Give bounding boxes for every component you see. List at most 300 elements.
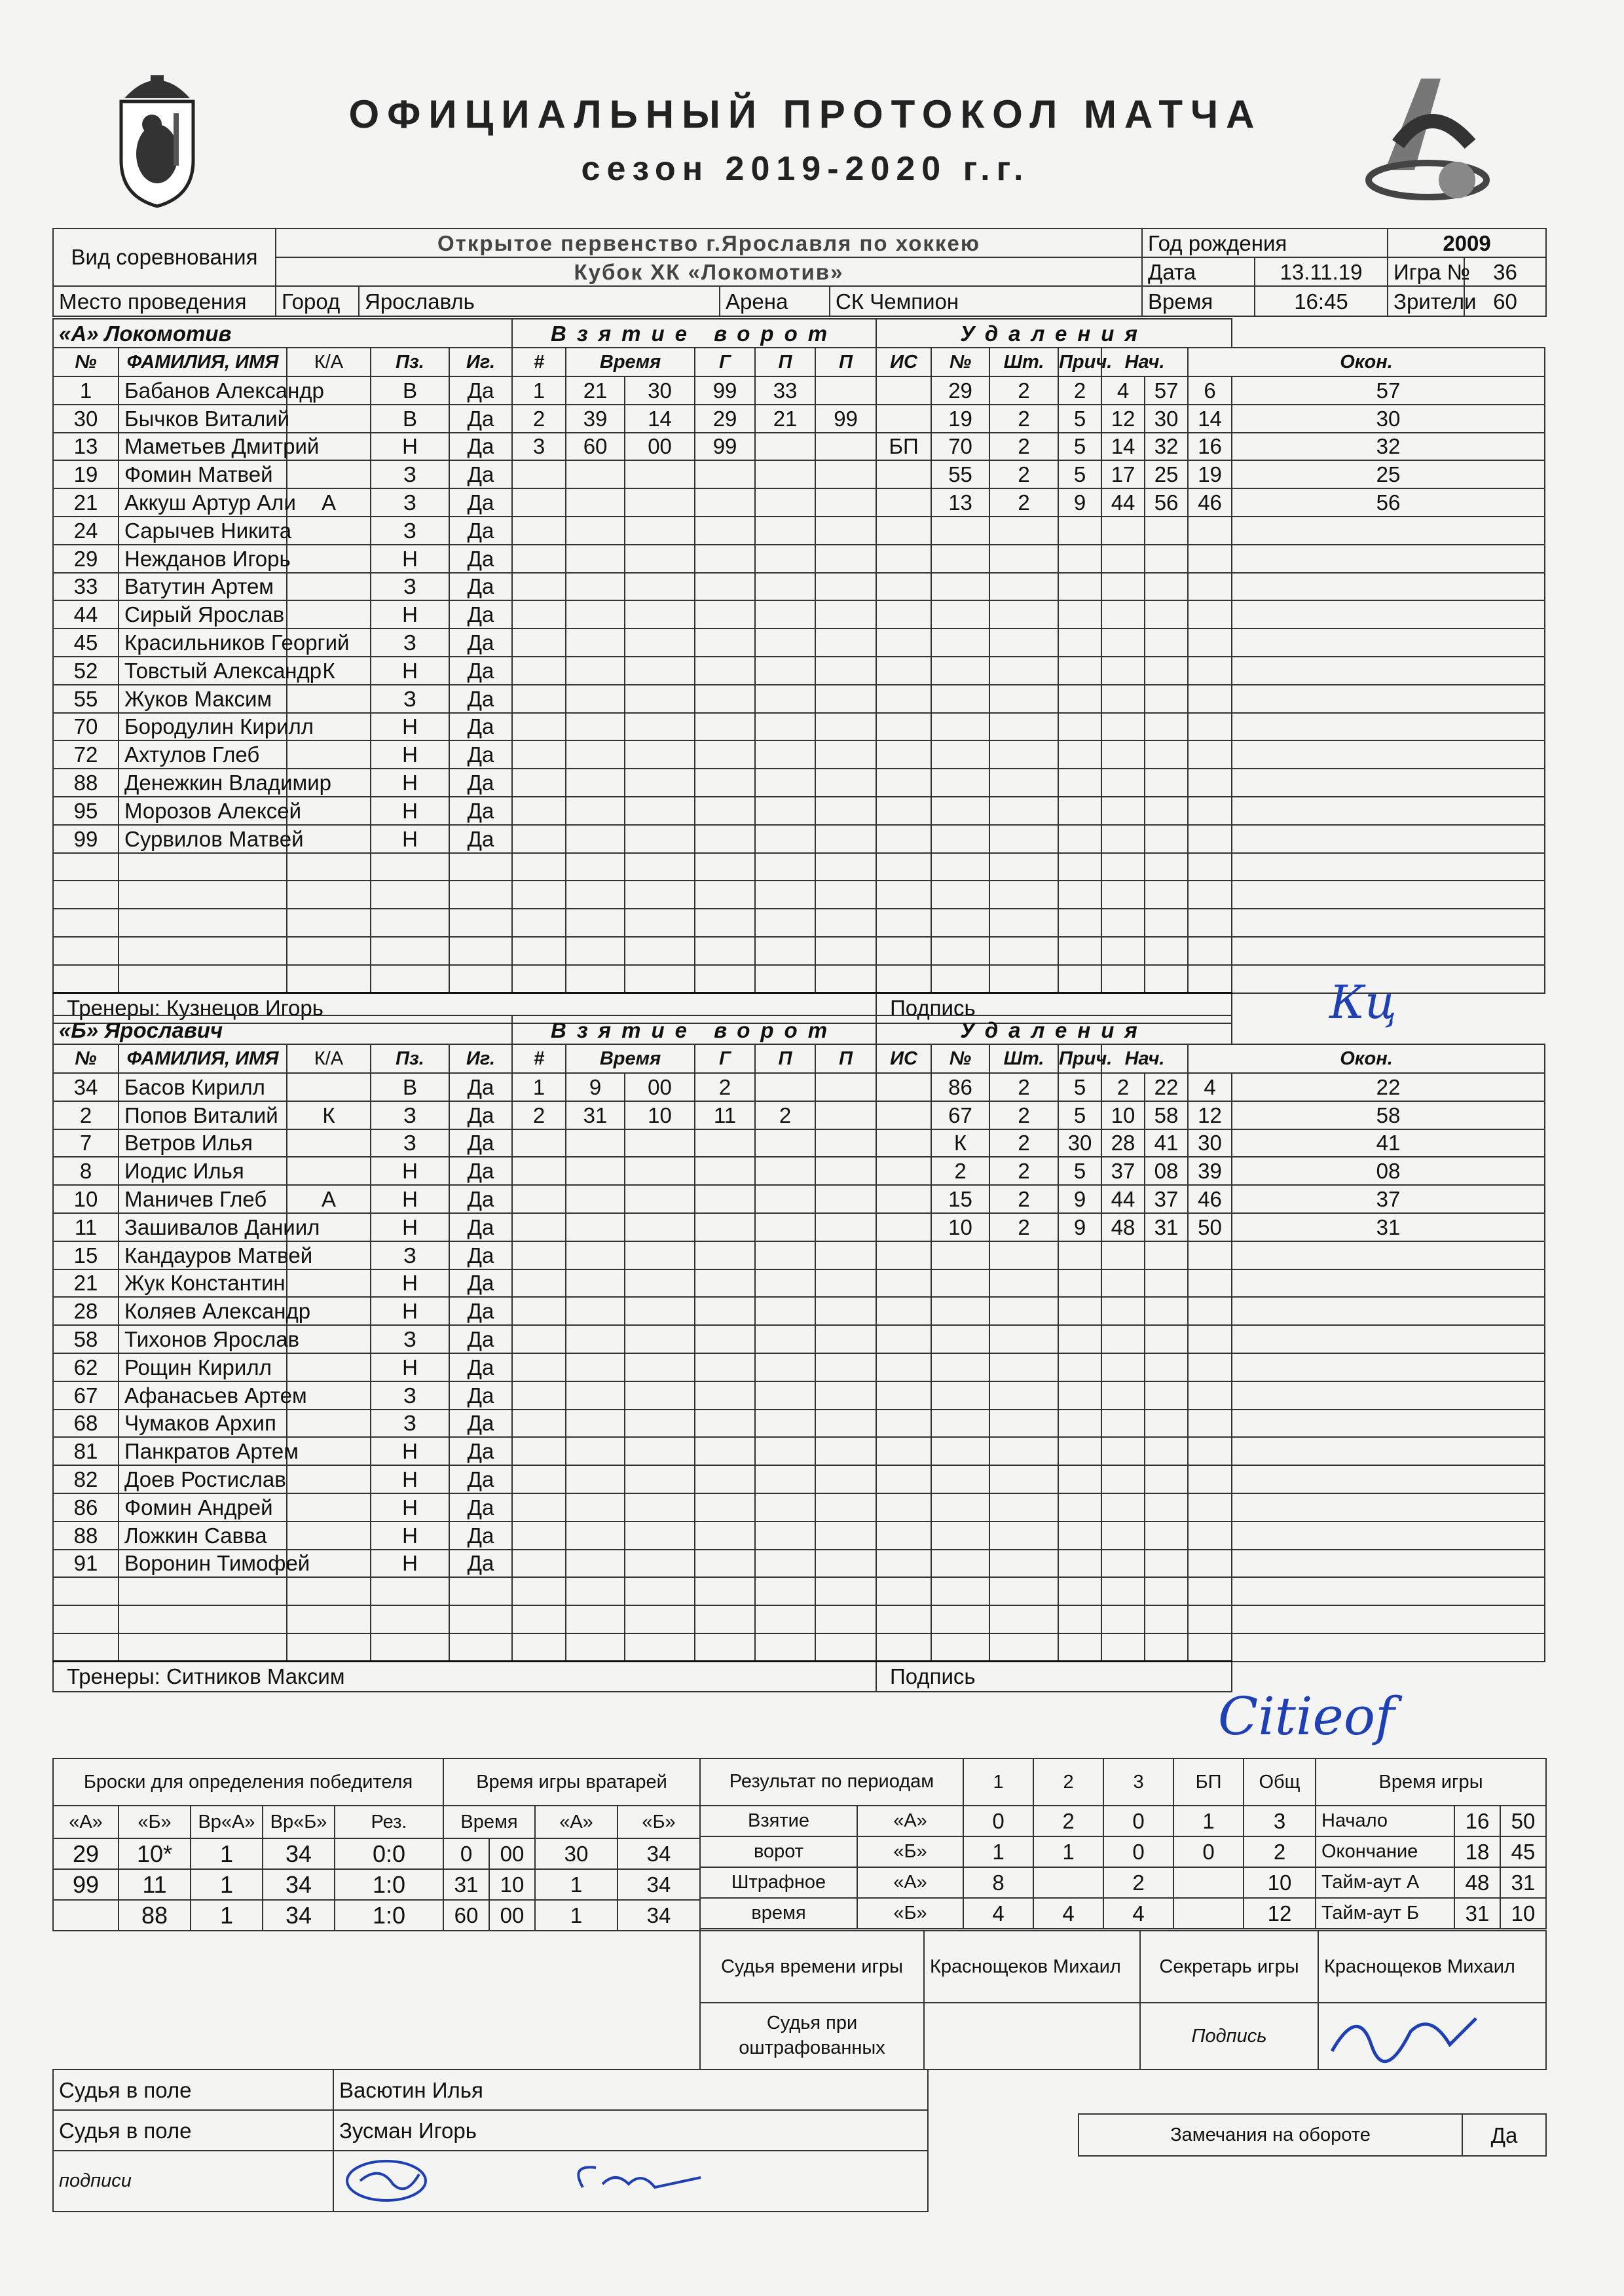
goal-assist-1 <box>755 1410 815 1438</box>
goal-assist-2 <box>815 657 876 685</box>
player-played: Да <box>449 1437 512 1465</box>
player-name: Бородулин Кирилл <box>119 713 287 741</box>
goal-type <box>876 1297 931 1325</box>
penalty-player <box>931 825 989 853</box>
goal-number: 2 <box>512 1101 566 1129</box>
shootout-cell: 1 <box>191 1900 263 1931</box>
goal-second <box>625 517 695 545</box>
player-played: Да <box>449 1101 512 1129</box>
competition-info-table <box>52 228 1547 317</box>
penalty-start-sec <box>1145 1410 1188 1438</box>
player-captain-mark <box>287 853 371 881</box>
penalty-reason <box>1058 517 1101 545</box>
document-title: ОФИЦИАЛЬНЫЙ ПРОТОКОЛ МАТЧА <box>348 92 1263 136</box>
goal-minute <box>566 573 625 601</box>
goal-assist-1 <box>755 1550 815 1578</box>
goal-second: 00 <box>625 1073 695 1101</box>
player-name: Воронин Тимофей <box>119 1550 287 1578</box>
player-position: В <box>371 376 449 405</box>
goalie-time-title: Время игры вратарей <box>443 1758 700 1806</box>
goal-number <box>512 965 566 993</box>
goal-assist-1: 21 <box>755 405 815 433</box>
penalty-reason <box>1058 629 1101 657</box>
game-time-label: Окончание <box>1316 1836 1454 1867</box>
penalty-player <box>931 517 989 545</box>
player-captain-mark: К <box>287 1101 371 1129</box>
penalty-reason: 5 <box>1058 1073 1101 1101</box>
goalie-col-header: «Б» <box>618 1806 700 1838</box>
goal-assist-1 <box>755 600 815 629</box>
team-b-roster-col-header: Иг. <box>449 1044 512 1073</box>
referees-table <box>52 2069 929 2212</box>
goal-scorer <box>695 769 755 797</box>
goal-second <box>625 600 695 629</box>
penalty-end-sec <box>1232 1633 1545 1662</box>
goal-assist-2 <box>815 1381 876 1410</box>
team-b-row <box>53 1157 1545 1185</box>
team-a-roster-col-header: Иг. <box>449 348 512 376</box>
penalty-end-min <box>1188 769 1232 797</box>
player-position: Н <box>371 1437 449 1465</box>
player-played: Да <box>449 740 512 769</box>
player-position: Н <box>371 433 449 461</box>
penalty-start-sec <box>1145 965 1188 993</box>
goal-minute: 39 <box>566 405 625 433</box>
goal-minute <box>566 1241 625 1269</box>
goal-assist-1 <box>755 1185 815 1213</box>
player-number <box>53 937 119 965</box>
game-time-row <box>1316 1898 1546 1929</box>
team-a-goal-col-header: П <box>815 348 876 376</box>
goal-scorer <box>695 937 755 965</box>
penalty-player: 29 <box>931 376 989 405</box>
player-name: Денежкин Владимир <box>119 769 287 797</box>
goal-second: 30 <box>625 376 695 405</box>
team-b-row <box>53 1381 1545 1410</box>
period-cell: 2 <box>1244 1836 1316 1867</box>
goal-scorer <box>695 1185 755 1213</box>
team-b-row <box>53 1605 1545 1633</box>
shootout-cell <box>53 1900 119 1931</box>
goal-scorer <box>695 740 755 769</box>
team-b-row <box>53 1633 1545 1662</box>
goalie-time-cell: 1 <box>535 1869 618 1900</box>
penalty-end-min <box>1188 797 1232 825</box>
player-captain-mark <box>287 460 371 488</box>
penalty-minutes <box>989 1437 1058 1465</box>
goal-scorer <box>695 713 755 741</box>
player-name <box>119 937 287 965</box>
penalty-minutes <box>989 1297 1058 1325</box>
team-b-row <box>53 1241 1545 1269</box>
goal-assist-2 <box>815 825 876 853</box>
penalty-minutes <box>989 1550 1058 1578</box>
goal-second <box>625 629 695 657</box>
goal-assist-1 <box>755 1325 815 1353</box>
penalty-minutes <box>989 1465 1058 1493</box>
goal-minute <box>566 657 625 685</box>
goal-assist-2 <box>815 1297 876 1325</box>
goal-second <box>625 1493 695 1522</box>
player-number: 44 <box>53 600 119 629</box>
penalty-minutes <box>989 1493 1058 1522</box>
goal-assist-2 <box>815 1493 876 1522</box>
goal-type <box>876 740 931 769</box>
penalty-end-sec <box>1232 740 1545 769</box>
goal-second <box>625 713 695 741</box>
team-a-row <box>53 713 1545 741</box>
penalty-minutes: 2 <box>989 1129 1058 1157</box>
game-time-label: Тайм-аут Б <box>1316 1898 1454 1929</box>
goal-second <box>625 1577 695 1605</box>
player-number <box>53 853 119 881</box>
goal-number <box>512 853 566 881</box>
goalie-time-cell: 30 <box>535 1838 618 1869</box>
goal-type <box>876 1353 931 1381</box>
goal-second <box>625 740 695 769</box>
shootout-cell: 34 <box>263 1838 335 1869</box>
player-name: Красильников Георгий <box>119 629 287 657</box>
penalty-start-min <box>1101 545 1145 573</box>
goal-number <box>512 517 566 545</box>
goal-scorer <box>695 1522 755 1550</box>
goal-minute <box>566 1381 625 1410</box>
penalty-judge-label: Судья при оштрафованных <box>700 2003 924 2069</box>
goal-assist-2 <box>815 433 876 461</box>
penalty-reason <box>1058 1241 1101 1269</box>
penalty-end-sec: 37 <box>1232 1185 1545 1213</box>
goal-scorer <box>695 1353 755 1381</box>
player-played: Да <box>449 1185 512 1213</box>
player-position: З <box>371 488 449 517</box>
player-number <box>53 965 119 993</box>
shootout-cell: 99 <box>53 1869 119 1900</box>
period-pim-a-row <box>700 1867 1316 1898</box>
goalie-col-header: Время <box>443 1806 535 1838</box>
shootout-title: Броски для определения победителя <box>53 1758 443 1806</box>
penalty-end-min <box>1188 1241 1232 1269</box>
player-name: Бабанов Александр <box>119 376 287 405</box>
player-name: Панкратов Артем <box>119 1437 287 1465</box>
penalty-end-sec <box>1232 1325 1545 1353</box>
time-value: 16:45 <box>1255 286 1388 316</box>
player-captain-mark <box>287 1410 371 1438</box>
penalty-minutes <box>989 965 1058 993</box>
player-played: Да <box>449 1241 512 1269</box>
goal-number <box>512 657 566 685</box>
team-a-row <box>53 909 1545 937</box>
season-title: сезон 2019-2020 г.г. <box>581 150 1030 188</box>
shootout-cell: 1:0 <box>335 1900 443 1931</box>
goal-number <box>512 1129 566 1157</box>
penalty-reason <box>1058 1410 1101 1438</box>
goalie-time-cell: 31 <box>443 1869 489 1900</box>
penalty-end-sec: 56 <box>1232 488 1545 517</box>
penalty-minutes: 2 <box>989 1185 1058 1213</box>
player-number: 11 <box>53 1213 119 1241</box>
team-a-signature: Кц <box>1329 975 1397 1029</box>
goal-scorer <box>695 600 755 629</box>
player-position <box>371 909 449 937</box>
player-name: Сирый Ярослав <box>119 600 287 629</box>
player-name: Жуков Максим <box>119 685 287 713</box>
player-played: Да <box>449 405 512 433</box>
goal-assist-1 <box>755 1269 815 1298</box>
penalty-player <box>931 937 989 965</box>
penalty-end-sec <box>1232 1353 1545 1381</box>
penalty-start-min <box>1101 657 1145 685</box>
penalty-end-sec: 25 <box>1232 460 1545 488</box>
goal-type <box>876 1522 931 1550</box>
goal-assist-1 <box>755 460 815 488</box>
penalty-start-sec <box>1145 881 1188 909</box>
notes-value: Да <box>1462 2114 1546 2156</box>
penalty-player <box>931 1437 989 1465</box>
penalty-player: 70 <box>931 433 989 461</box>
team-a-row <box>53 685 1545 713</box>
goal-assist-2 <box>815 1410 876 1438</box>
player-played: Да <box>449 825 512 853</box>
penalty-end-min: 12 <box>1188 1101 1232 1129</box>
goal-scorer <box>695 1381 755 1410</box>
goal-scorer <box>695 1550 755 1578</box>
team-a-row <box>53 488 1545 517</box>
penalty-end-min <box>1188 853 1232 881</box>
goal-second <box>625 488 695 517</box>
penalty-player <box>931 1465 989 1493</box>
goal-scorer: 2 <box>695 1073 755 1101</box>
player-played: Да <box>449 488 512 517</box>
penalty-reason <box>1058 545 1101 573</box>
team-a-goal-col-header: Время <box>566 348 695 376</box>
goal-assist-2 <box>815 1101 876 1129</box>
goal-minute <box>566 1410 625 1438</box>
player-played: Да <box>449 1493 512 1522</box>
goal-minute <box>566 1325 625 1353</box>
penalty-end-min: 4 <box>1188 1073 1232 1101</box>
penalty-end-sec <box>1232 853 1545 881</box>
player-number: 68 <box>53 1410 119 1438</box>
goal-assist-2 <box>815 881 876 909</box>
penalty-end-sec: 41 <box>1232 1129 1545 1157</box>
penalty-end-min <box>1188 965 1232 993</box>
goal-minute <box>566 1185 625 1213</box>
team-a-row <box>53 740 1545 769</box>
goal-second <box>625 545 695 573</box>
penalty-reason <box>1058 1353 1101 1381</box>
player-number: 62 <box>53 1353 119 1381</box>
team-a-goal-col-header: # <box>512 348 566 376</box>
penalty-reason <box>1058 1297 1101 1325</box>
penalty-start-sec: 22 <box>1145 1073 1188 1101</box>
goal-second <box>625 1185 695 1213</box>
goal-assist-2 <box>815 1353 876 1381</box>
penalty-end-min: 14 <box>1188 405 1232 433</box>
penalty-end-sec <box>1232 1381 1545 1410</box>
penalty-start-min <box>1101 517 1145 545</box>
period-col-header: 2 <box>1033 1758 1103 1806</box>
team-b-goal-col-header: П <box>815 1044 876 1073</box>
goal-assist-2 <box>815 1213 876 1241</box>
period-row-label: ворот <box>700 1836 857 1867</box>
player-played: Да <box>449 1353 512 1381</box>
player-name: Бычков Виталий <box>119 405 287 433</box>
player-number: 29 <box>53 545 119 573</box>
goal-minute <box>566 685 625 713</box>
secretary-signature <box>1318 2003 1546 2069</box>
penalty-reason: 9 <box>1058 1213 1101 1241</box>
penalty-player <box>931 1550 989 1578</box>
shootout-row <box>53 1869 443 1900</box>
player-name: Иодис Илья <box>119 1157 287 1185</box>
team-b-coaches: Тренеры: Ситников Максим <box>53 1662 876 1692</box>
player-captain-mark: А <box>287 488 371 517</box>
penalty-start-sec <box>1145 1633 1188 1662</box>
goal-number <box>512 1605 566 1633</box>
city-crest-logo <box>111 62 203 213</box>
penalty-end-sec <box>1232 573 1545 601</box>
penalty-start-min <box>1101 1241 1145 1269</box>
penalty-end-sec <box>1232 769 1545 797</box>
player-name: Нежданов Игорь <box>119 545 287 573</box>
penalty-reason <box>1058 1550 1101 1578</box>
period-team: «А» <box>857 1867 963 1898</box>
penalty-start-min <box>1101 1605 1145 1633</box>
penalty-reason <box>1058 1465 1101 1493</box>
team-a-penalty-col-header: Окон. <box>1188 348 1545 376</box>
penalty-reason: 5 <box>1058 1157 1101 1185</box>
player-name: Фомин Андрей <box>119 1493 287 1522</box>
player-captain-mark <box>287 881 371 909</box>
player-number <box>53 909 119 937</box>
penalty-player <box>931 740 989 769</box>
penalty-end-min <box>1188 881 1232 909</box>
player-number: 30 <box>53 405 119 433</box>
player-played: Да <box>449 517 512 545</box>
date-label: Дата <box>1142 257 1255 286</box>
goal-second <box>625 797 695 825</box>
penalty-start-sec: 31 <box>1145 1213 1188 1241</box>
goalie-time-cell: 00 <box>489 1900 535 1931</box>
team-b-roster-col-header: ФАМИЛИЯ, ИМЯ <box>119 1044 287 1073</box>
goal-assist-2 <box>815 1605 876 1633</box>
time-label: Время <box>1142 286 1255 316</box>
penalty-reason <box>1058 713 1101 741</box>
player-played: Да <box>449 1381 512 1410</box>
goal-minute <box>566 1129 625 1157</box>
period-cell: 4 <box>1033 1898 1103 1929</box>
goal-assist-1 <box>755 769 815 797</box>
goal-assist-2 <box>815 1185 876 1213</box>
goal-scorer <box>695 629 755 657</box>
player-name: Чумаков Архип <box>119 1410 287 1438</box>
player-position <box>371 853 449 881</box>
goal-scorer <box>695 1493 755 1522</box>
goal-type <box>876 1185 931 1213</box>
team-b-row <box>53 1550 1545 1578</box>
goal-assist-1 <box>755 573 815 601</box>
player-name <box>119 881 287 909</box>
goal-second <box>625 1522 695 1550</box>
goal-type <box>876 1577 931 1605</box>
penalty-minutes <box>989 545 1058 573</box>
goal-assist-1 <box>755 1381 815 1410</box>
goal-assist-2 <box>815 853 876 881</box>
player-position: Н <box>371 740 449 769</box>
penalty-minutes <box>989 573 1058 601</box>
goal-scorer: 99 <box>695 376 755 405</box>
player-number: 91 <box>53 1550 119 1578</box>
player-position: Н <box>371 1465 449 1493</box>
player-played: Да <box>449 573 512 601</box>
period-row-label: Штрафное <box>700 1867 857 1898</box>
player-number: 1 <box>53 376 119 405</box>
penalty-end-min <box>1188 1493 1232 1522</box>
timekeeper-label: Судья времени игры <box>700 1931 924 2003</box>
goal-minute <box>566 853 625 881</box>
penalty-end-min: 30 <box>1188 1129 1232 1157</box>
goal-assist-1 <box>755 657 815 685</box>
penalty-start-min <box>1101 1522 1145 1550</box>
timekeeper-name: Краснощеков Михаил <box>924 1931 1140 2003</box>
team-b-goals-title: Взятие ворот <box>512 1015 876 1044</box>
team-b-row <box>53 1493 1545 1522</box>
penalty-start-min <box>1101 1353 1145 1381</box>
goal-type <box>876 1465 931 1493</box>
penalty-player: 19 <box>931 405 989 433</box>
penalty-reason <box>1058 1269 1101 1298</box>
goal-assist-2 <box>815 488 876 517</box>
period-cell: 10 <box>1244 1867 1316 1898</box>
game-time-a: 31 <box>1454 1898 1500 1929</box>
player-position <box>371 881 449 909</box>
penalty-end-min <box>1188 573 1232 601</box>
penalty-minutes: 2 <box>989 1073 1058 1101</box>
team-a-row <box>53 573 1545 601</box>
player-number: 8 <box>53 1157 119 1185</box>
goal-number <box>512 600 566 629</box>
penalty-start-min <box>1101 1325 1145 1353</box>
team-b-row <box>53 1410 1545 1438</box>
goal-number: 1 <box>512 1073 566 1101</box>
goal-type <box>876 600 931 629</box>
player-number: 70 <box>53 713 119 741</box>
goal-assist-1 <box>755 488 815 517</box>
goal-assist-1 <box>755 433 815 461</box>
player-number: 58 <box>53 1325 119 1353</box>
player-played <box>449 909 512 937</box>
goal-assist-1 <box>755 1437 815 1465</box>
player-name: Аккуш Артур Али <box>119 488 287 517</box>
goalie-time-cell: 10 <box>489 1869 535 1900</box>
goal-assist-2 <box>815 600 876 629</box>
penalty-start-min: 44 <box>1101 488 1145 517</box>
penalty-end-min <box>1188 825 1232 853</box>
period-cell: 8 <box>963 1867 1033 1898</box>
penalty-start-min: 37 <box>1101 1157 1145 1185</box>
penalty-end-min: 46 <box>1188 1185 1232 1213</box>
goal-assist-1 <box>755 825 815 853</box>
penalty-end-sec <box>1232 937 1545 965</box>
penalty-start-sec <box>1145 1577 1188 1605</box>
penalty-start-sec <box>1145 1353 1188 1381</box>
player-captain-mark <box>287 1353 371 1381</box>
penalty-end-min: 46 <box>1188 488 1232 517</box>
goal-minute <box>566 1605 625 1633</box>
goal-number <box>512 1465 566 1493</box>
player-played <box>449 1633 512 1662</box>
team-a-coaches: Тренеры: Кузнецов Игорь <box>53 993 876 1023</box>
